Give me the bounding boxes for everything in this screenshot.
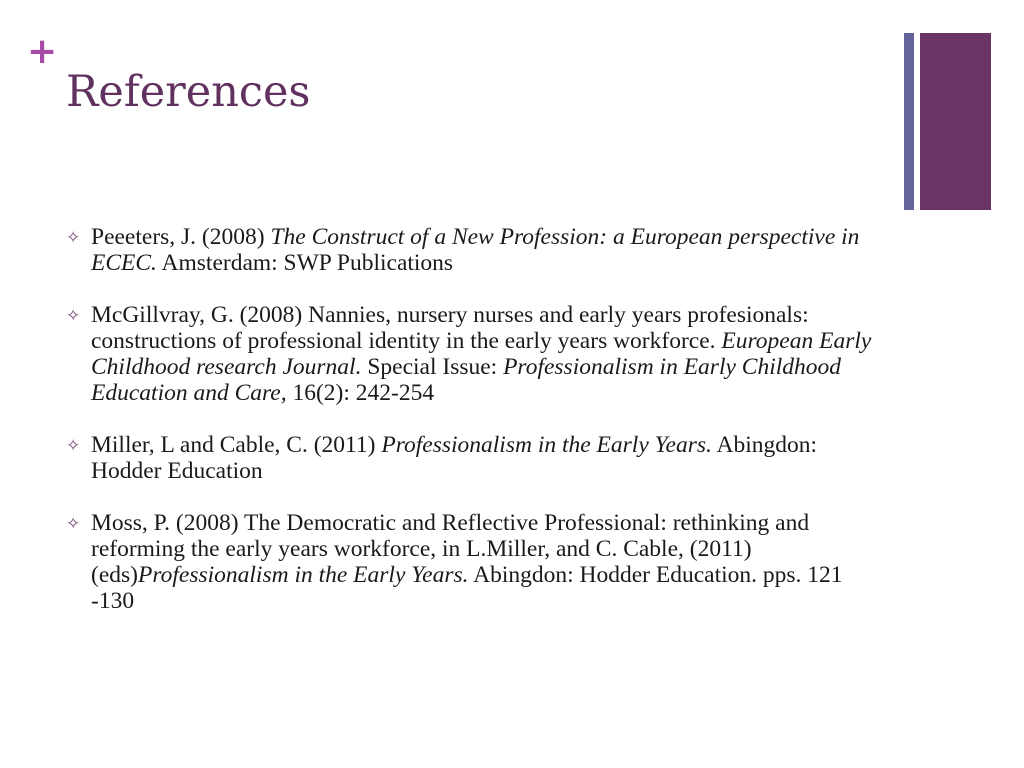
reference-title-text: Professionalism in the Early Years. <box>381 432 712 458</box>
reference-text: 16(2): 242-254 <box>286 380 435 406</box>
reference-text: Abingdon: Hodder Education. pps. 121 -130 <box>91 562 843 614</box>
reference-title-text: European Early Childhood research Journal. <box>91 328 872 380</box>
reference-text: Miller, L and Cable, C. (2011) <box>91 432 382 458</box>
reference-text: Peeeters, J. (2008) <box>91 224 271 250</box>
reference-list <box>66 224 886 640</box>
reference-text: Special Issue: <box>361 354 504 380</box>
accent-bar-thin <box>904 33 914 210</box>
reference-item <box>66 302 886 406</box>
diamond-bullet-icon: ✧ <box>66 306 81 326</box>
reference-title-text: Professionalism in Early Childhood Education and Care, <box>91 354 842 406</box>
reference-text: Abingdon: Hodder Education <box>91 432 818 484</box>
reference-title-text: Professionalism in the Early Years. <box>137 562 469 588</box>
reference-text: McGillvray, G. (2008) Nannies, nursery nurses and early years profesionals: constructions of professional identity in the early years workforce. <box>91 302 809 354</box>
reference-item <box>66 432 886 484</box>
accent-bar-thick <box>920 33 991 210</box>
slide-title: References <box>66 67 311 117</box>
reference-title-text: The Construct of a New Profession: a European perspective in ECEC. <box>91 224 860 276</box>
diamond-bullet-icon: ✧ <box>66 228 81 248</box>
reference-item <box>66 224 886 276</box>
diamond-bullet-icon: ✧ <box>66 514 81 534</box>
reference-item <box>66 510 886 614</box>
reference-text: Moss, P. (2008) The Democratic and Reflective Professional: rethinking and reforming the early years workforce, in L.Miller, and C. Cable, (2011)(eds) <box>91 510 810 588</box>
diamond-bullet-icon: ✧ <box>66 436 81 456</box>
reference-text: Amsterdam: SWP Publications <box>156 250 454 276</box>
plus-mark-icon: + <box>27 31 58 72</box>
